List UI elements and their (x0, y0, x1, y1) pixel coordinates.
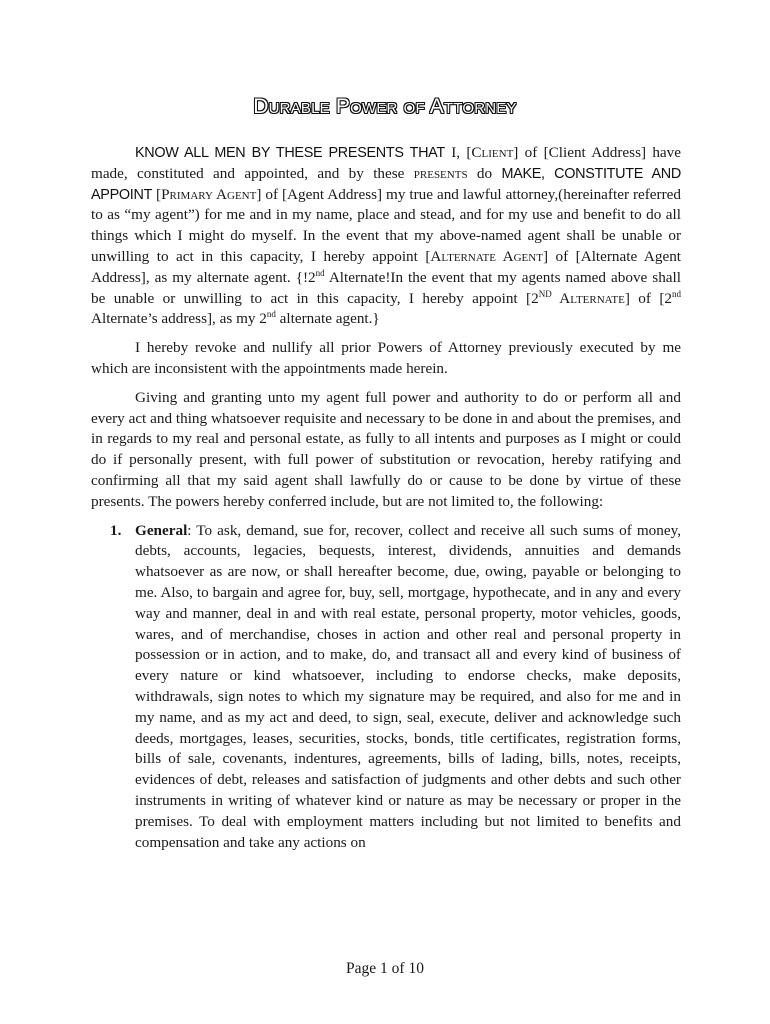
text-run: do (467, 164, 502, 182)
superscript: nd (315, 267, 325, 278)
second-alternate-placeholder: Alternate (551, 289, 625, 307)
list-item-text (135, 521, 681, 854)
make-phrase: MAKE, (501, 165, 545, 182)
superscript: nd (671, 288, 681, 299)
text-run: [ (152, 185, 162, 203)
text-run: ] of [Alternate Agent Address], as my alternate agent. {!2 (91, 247, 682, 286)
page-number: Page 1 of 10 (346, 960, 424, 977)
document-title: Durable Power of Attorney (253, 95, 517, 118)
presents-word: presents (413, 164, 468, 182)
list-number: 1. (110, 521, 122, 539)
powers-list (91, 521, 681, 854)
lead-phrase: KNOW ALL MEN BY THESE PRESENTS THAT (135, 145, 445, 161)
superscript: ND (538, 288, 552, 299)
alternate-agent-placeholder: Alternate Agent (430, 247, 543, 265)
list-item-body: : To ask, demand, sue for, recover, collect and receive all such sums of money, debts, accounts, legacies, bequests, interest, dividends, annuities and demands whatsoever as are now, or shall hereafter become, due, owing, payable or belonging to me. Also, to bargain and agree for, buy, sell, mortgage, hypothecate, and in any and every way and manner, deal in and with real estate, personal property, motor vehicles, goods, wares, and of merchandise, choses in action and other real and personal property in possession or in action, and to make, do, and transact all and every kind of business of every nature or kind whatsoever, including to endorse checks, make deposits, withdrawals, sign notes to which my signature may be required, and also for me and in my name, and as my act and deed, to sign, seal, execute, deliver and acknowledge such deeds, mortgages, leases, securities, stocks, bonds, title certificates, registration forms, bills of sale, covenants, indentures, agreements, bills of lading, bills, notes, receipts, evidences of debt, releases and satisfaction of judgments and other debts and such other instruments in writing of whatever kind or nature as may be necessary or proper in the premises. To deal with employment matters including but not limited to benefits and compensation and take any actions on (135, 521, 681, 851)
document-body (91, 143, 681, 853)
constitute-phrase: CONSTITUTE AND APPOINT (91, 165, 681, 203)
list-item-heading: General (135, 521, 188, 539)
text-run: ] of [Client Address] have made, constituted and appointed, and by these (91, 144, 681, 182)
primary-agent-placeholder: Primary Agent (161, 185, 257, 203)
appointment-paragraph (91, 143, 681, 330)
text-run: ] of [Agent Address] my true and lawful attorney,(hereinafter referred to as “my agent”) for me and in my name, place and stead, and for my use and benefit to do all things which I might do myself. In the event that my above-named agent shall be unable or unwilling to act in this capacity, I hereby appoint [ (91, 185, 681, 265)
grant-paragraph: Giving and granting unto my agent full power and authority to do or perform all and every act and thing whatsoever requisite and necessary to be done in and about the premises, and in regards to my real and personal estate, as fully to all intents and purposes as I might or could do if personally present, with full power of substitution or revocation, hereby ratifying and confirming all that my said agent shall lawfully do or cause to be done by virtue of these presents. The powers hereby conferred include, but are not limited to, the following: (91, 388, 681, 510)
superscript: nd (266, 309, 276, 320)
list-item (91, 521, 681, 854)
text-run: Alternate!In the event that my agents named above shall be unable or unwilling to act in this capacity, I hereby appoint [2 (91, 268, 681, 307)
text-run: I, [ (444, 144, 472, 161)
text-run: Alternate’s address], as my 2 (91, 310, 267, 328)
text-run: ] of [2 (624, 289, 672, 307)
revocation-paragraph: I hereby revoke and nullify all prior Powers of Attorney previously executed by me which are inconsistent with the appointments made herein. (91, 339, 681, 377)
text-run (545, 165, 554, 182)
client-placeholder: Client (471, 144, 514, 161)
text-run: alternate agent.} (275, 310, 380, 328)
